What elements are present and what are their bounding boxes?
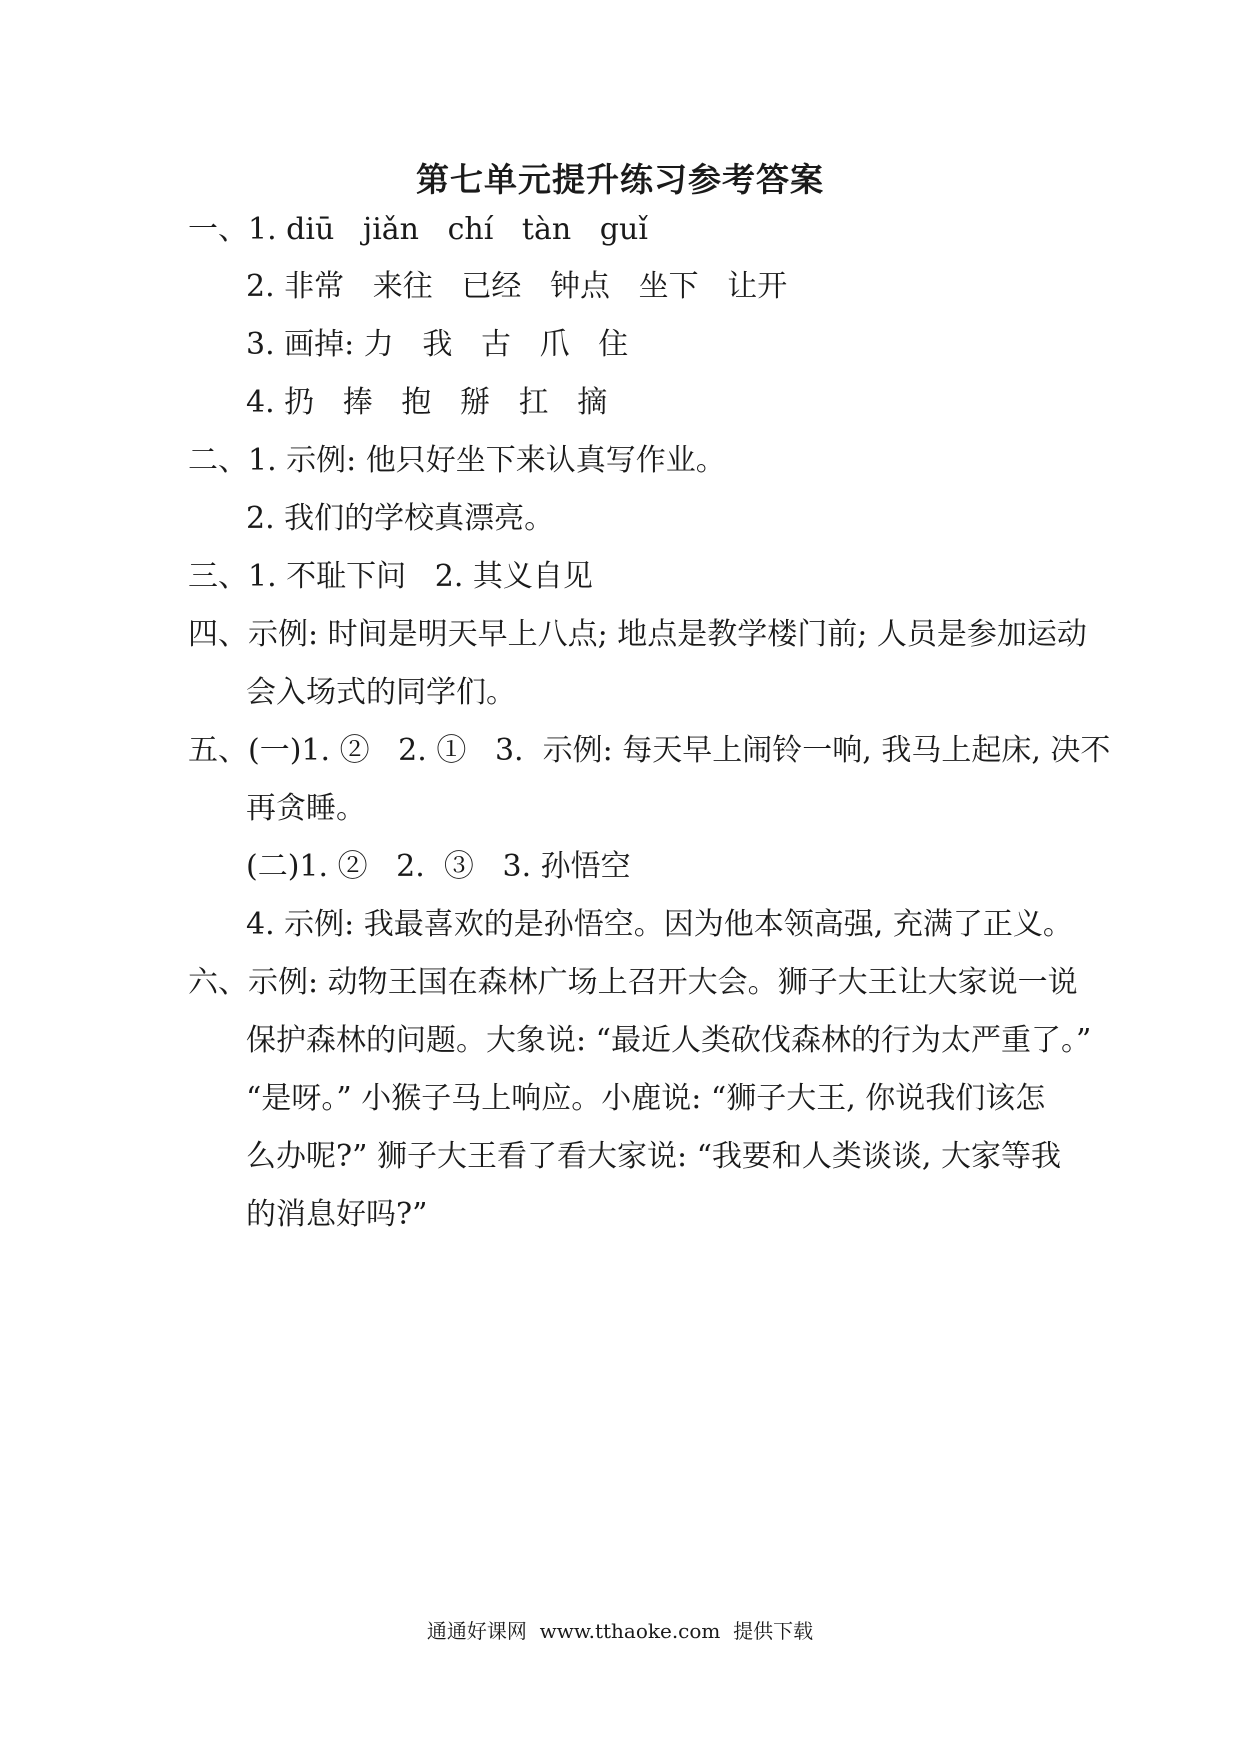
answer-line-6-2: 保护森林的问题。大象说: “最近人类砍伐森林的行为太严重了。” [246, 1023, 1092, 1058]
answer-line-3: 三、1. 不耻下问 2. 其义自见 [188, 559, 593, 594]
answer-line-5-3: (二)1. ② 2. ③ 3. 孙悟空 [246, 849, 631, 884]
answer-line-1-4: 4. 扔 捧 抱 掰 扛 摘 [246, 385, 608, 420]
answer-line-1-3: 3. 画掉: 力 我 古 爪 住 [246, 327, 629, 362]
answer-line-5-1: 五、(一)1. ② 2. ① 3. 示例: 每天早上闹铃一响, 我马上起床, 决不 [188, 733, 1111, 768]
answer-line-6-4: 么办呢?” 狮子大王看了看大家说: “我要和人类谈谈, 大家等我 [246, 1139, 1062, 1174]
answer-line-5-4: 4. 示例: 我最喜欢的是孙悟空。因为他本领高强, 充满了正义。 [246, 907, 1073, 942]
answer-line-6-3: “是呀。” 小猴子马上响应。小鹿说: “狮子大王, 你说我们该怎 [246, 1081, 1046, 1116]
page-title: 第七单元提升练习参考答案 [416, 160, 824, 199]
answer-line-6-1: 六、示例: 动物王国在森林广场上召开大会。狮子大王让大家说一说 [188, 965, 1078, 1000]
footer-download-note: 通通好课网 www.tthaoke.com 提供下载 [426, 1619, 814, 1643]
answer-line-2-2: 2. 我们的学校真漂亮。 [246, 501, 555, 536]
answer-line-1-2: 2. 非常 来往 已经 钟点 坐下 让开 [246, 269, 788, 304]
answer-line-6-5: 的消息好吗?” [246, 1197, 428, 1232]
answer-line-4-2: 会入场式的同学们。 [246, 675, 516, 710]
answer-line-5-2: 再贪睡。 [246, 791, 366, 826]
answer-line-1-1: 一、1. diū jiǎn chí tàn guǐ [188, 212, 648, 247]
answer-line-2-1: 二、1. 示例: 他只好坐下来认真写作业。 [188, 443, 726, 478]
answer-line-4-1: 四、示例: 时间是明天早上八点; 地点是教学楼门前; 人员是参加运动 [188, 617, 1087, 652]
